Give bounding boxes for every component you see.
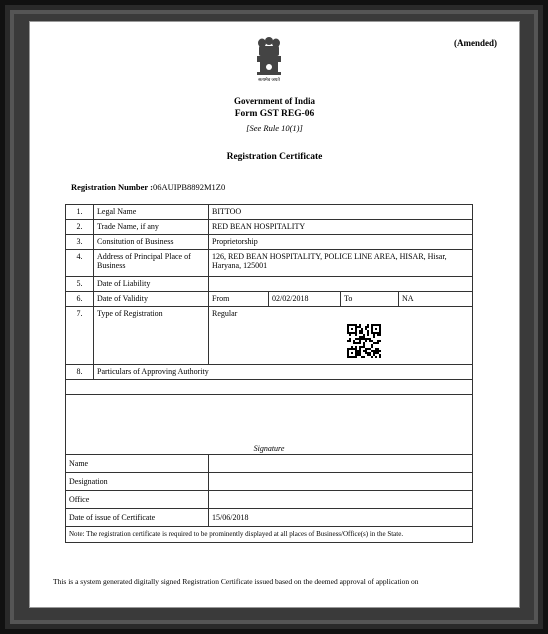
table-row	[66, 527, 473, 543]
authority-designation-value	[209, 473, 473, 491]
row-number: 1.	[66, 205, 94, 220]
registration-number-value: 06AUIPB8892M1Z0	[153, 182, 226, 192]
constitution-value: Proprietorship	[209, 235, 473, 250]
emblem-motto: सत्यमेव जयते	[258, 77, 280, 82]
table-row	[66, 380, 473, 395]
validity-to-value: NA	[399, 292, 473, 307]
issue-date-label: Date of issue of Certificate	[66, 509, 209, 527]
certificate-page	[30, 22, 519, 607]
registration-type-text: Regular	[212, 309, 238, 318]
issue-date-value: 15/06/2018	[209, 509, 473, 527]
table-row	[66, 365, 473, 380]
row-number: 8.	[66, 365, 94, 380]
row-number: 3.	[66, 235, 94, 250]
authority-office-value	[209, 491, 473, 509]
footer-statement: This is a system generated digitally signed Registration Certificate issued based on the deemed approval of application on	[53, 577, 419, 586]
registration-number	[71, 182, 225, 192]
row-number: 2.	[66, 220, 94, 235]
row-label: Date of Liability	[94, 277, 209, 292]
table-row	[66, 220, 473, 235]
row-number: 7.	[66, 307, 94, 365]
certificate-table	[65, 204, 473, 543]
national-emblem-icon	[251, 32, 287, 78]
legal-name-value: BITTOO	[209, 205, 473, 220]
validity-from-value: 02/02/2018	[269, 292, 341, 307]
row-label: Legal Name	[94, 205, 209, 220]
authority-name-label: Name	[66, 455, 209, 473]
blank-row	[66, 380, 473, 395]
signature-label: Signature	[253, 444, 285, 453]
signature-cell	[66, 395, 473, 455]
form-heading: Form GST REG-06	[234, 109, 315, 119]
display-note: Note: The registration certificate is required to be prominently displayed at all places of Business/Office(s) in the State.	[66, 527, 473, 543]
table-row	[66, 473, 473, 491]
approving-authority-label: Particulars of Approving Authority	[94, 365, 473, 380]
authority-name-value	[209, 455, 473, 473]
table-row	[66, 277, 473, 292]
table-row	[66, 455, 473, 473]
row-label: Date of Validity	[94, 292, 209, 307]
authority-designation-label: Designation	[66, 473, 209, 491]
row-label: Type of Registration	[94, 307, 209, 365]
table-row	[66, 292, 473, 307]
validity-from-label: From	[209, 292, 269, 307]
table-row	[66, 491, 473, 509]
row-label: Address of Principal Place of Business	[94, 250, 209, 277]
table-row	[66, 235, 473, 250]
row-number: 5.	[66, 277, 94, 292]
row-label: Consitution of Business	[94, 235, 209, 250]
row-number: 6.	[66, 292, 94, 307]
liability-value	[209, 277, 473, 292]
table-row	[66, 307, 473, 365]
registration-type-value	[209, 307, 473, 365]
row-number: 4.	[66, 250, 94, 277]
signature-row	[66, 395, 473, 455]
authority-office-label: Office	[66, 491, 209, 509]
table-row	[66, 509, 473, 527]
rule-reference: [See Rule 10(1)]	[246, 123, 303, 133]
row-label: Trade Name, if any	[94, 220, 209, 235]
table-row	[66, 250, 473, 277]
qr-code-icon	[347, 320, 381, 370]
registration-number-label: Registration Number :	[71, 182, 153, 192]
validity-to-label: To	[341, 292, 399, 307]
amended-label: (Amended)	[454, 38, 497, 48]
government-heading: Government of India	[234, 96, 315, 106]
address-value: 126, RED BEAN HOSPITALITY, POLICE LINE AREA, HISAR, Hisar, Haryana, 125001	[209, 250, 473, 277]
trade-name-value: RED BEAN HOSPITALITY	[209, 220, 473, 235]
certificate-title: Registration Certificate	[226, 152, 323, 162]
table-row	[66, 205, 473, 220]
